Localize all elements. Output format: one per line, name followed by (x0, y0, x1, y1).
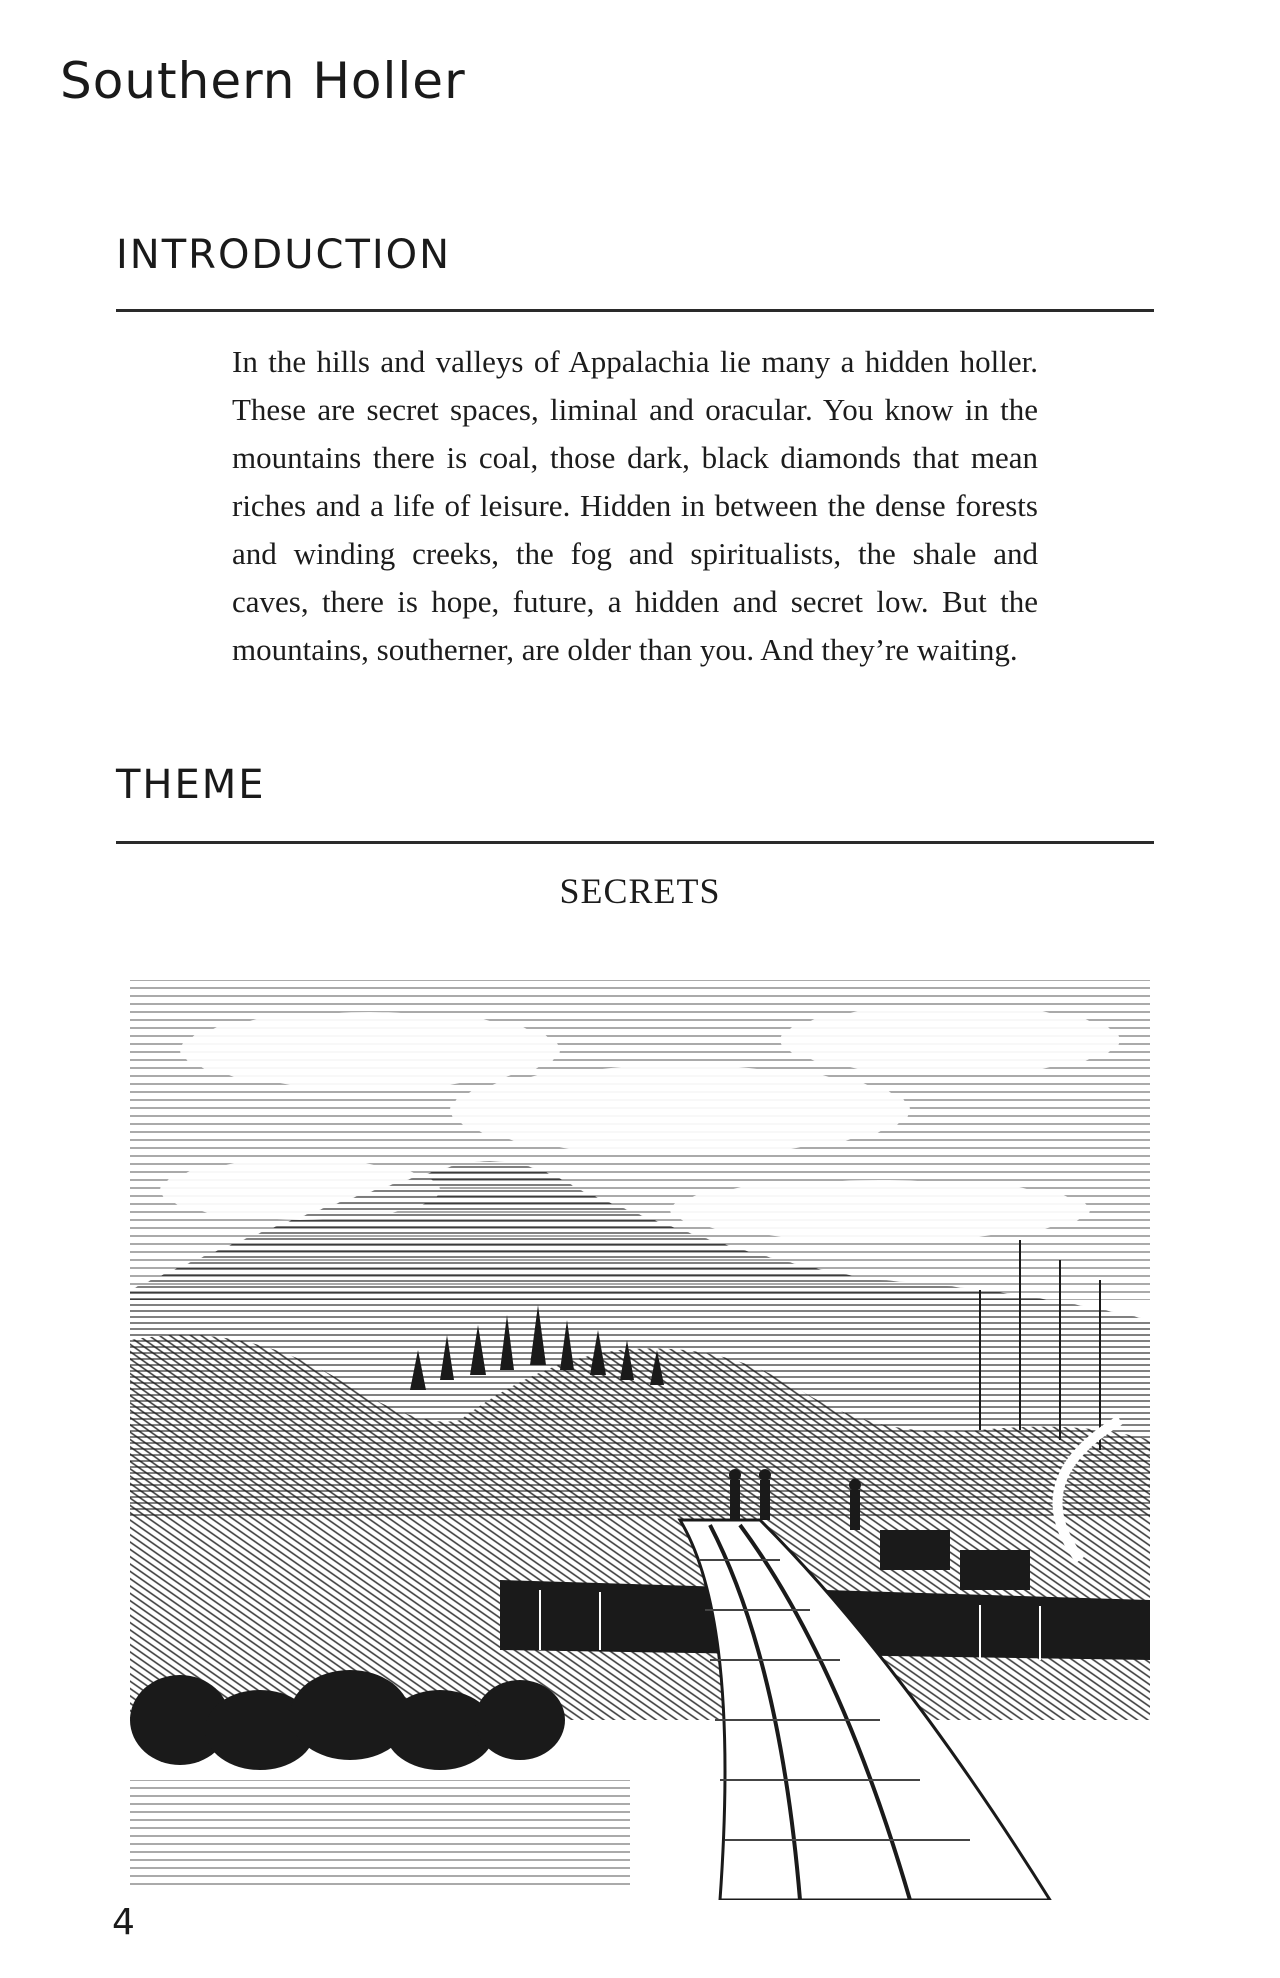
theme-name: SECRETS (559, 871, 721, 911)
theme-heading: THEME (116, 762, 266, 808)
introduction-divider (116, 309, 1154, 312)
introduction-body: In the hills and valleys of Appalachia lie many a hidden holler. These are secret spaces, liminal and oracular. You know in the mountains there is coal, those dark, black diamonds that mean riches and a life of leisure. Hidden in between the dense forests and winding creeks, the fog and spiritualists, the shale and caves, there is hope, future, a hidden and secret low. But the mountains, southerner, are older than you. And they’re waiting. (232, 344, 1038, 667)
theme-divider (116, 841, 1154, 844)
engraving-mountain-railway-illustration (120, 960, 1160, 1900)
introduction-heading: INTRODUCTION (116, 232, 452, 278)
page-number: 4 (112, 1902, 135, 1943)
book-title: Southern Holler (60, 52, 466, 110)
